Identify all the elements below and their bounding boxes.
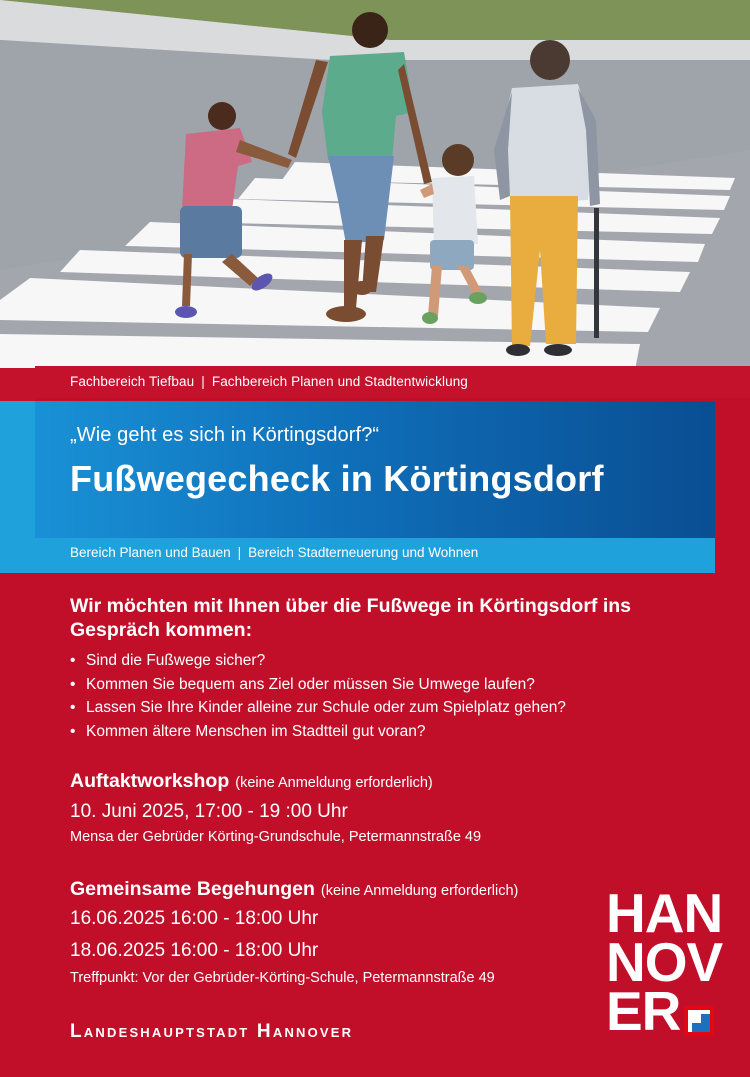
question-text: Kommen Sie bequem ans Ziel oder müssen Sie Umwege laufen? <box>86 675 535 693</box>
intro-heading: Wir möchten mit Ihnen über die Fußwege in Körtingsdorf ins Gespräch kommen: <box>70 595 632 641</box>
logo-line-3: ER <box>606 980 681 1042</box>
list-item <box>70 649 566 673</box>
department-separator: | <box>201 374 205 389</box>
workshop-location: Mensa der Gebrüder Körting-Grundschule, Petermannstraße 49 <box>70 829 482 845</box>
department-planen: Fachbereich Planen und Stadtentwicklung <box>211 374 468 389</box>
sub-department-line <box>70 545 478 560</box>
sub-department-stadterneuerung: Bereich Stadterneuerung und Wohnen <box>248 545 479 560</box>
bullet-icon: • <box>70 699 76 716</box>
department-strip-left <box>0 368 35 401</box>
question-text: Lassen Sie Ihre Kinder alleine zur Schule oder zum Spielplatz gehen? <box>86 699 566 716</box>
walks-date-1: 16.06.2025 16:00 - 18:00 Uhr <box>70 908 319 929</box>
list-item <box>70 720 566 744</box>
workshop-date: 10. Juni 2025, 17:00 - 19 :00 Uhr <box>70 801 348 822</box>
title-quote: „Wie geht es sich in Körtingsdorf?“ <box>70 424 380 446</box>
question-text: Sind die Fußwege sicher? <box>86 652 266 669</box>
walks-title <box>70 878 518 901</box>
page-title: Fußwegecheck in Körtingsdorf <box>70 458 604 499</box>
question-text: Kommen ältere Menschen im Stadtteil gut voran? <box>86 722 426 740</box>
logo-line-1: HAN <box>606 882 723 944</box>
walks-title-text: Gemeinsame Begehungen <box>70 878 315 900</box>
sub-department-separator: | <box>237 545 242 560</box>
walks-date-2: 18.06.2025 16:00 - 18:00 Uhr <box>70 940 319 961</box>
hero-illustration <box>0 0 750 370</box>
logo-line-2: NOV <box>606 931 723 993</box>
bullet-icon: • <box>70 652 76 669</box>
city-name: Landeshauptstadt Hannover <box>70 1021 354 1042</box>
department-line <box>70 374 468 389</box>
list-item <box>70 696 566 720</box>
sub-department-planen-bauen: Bereich Planen und Bauen <box>70 545 231 560</box>
bullet-icon: • <box>70 722 76 740</box>
walks-note: (keine Anmeldung erforderlich) <box>320 883 519 899</box>
workshop-title <box>70 770 433 793</box>
workshop-note: (keine Anmeldung erforderlich) <box>235 775 433 791</box>
question-list <box>70 649 566 743</box>
walks-meeting-point: Treffpunkt: Vor der Gebrüder-Körting-Schule, Petermannstraße 49 <box>70 970 495 986</box>
workshop-title-text: Auftaktworkshop <box>70 770 230 792</box>
hannover-logo <box>606 882 723 1042</box>
department-tiefbau: Fachbereich Tiefbau <box>70 374 195 389</box>
pedestrian-crossing-illustration <box>0 0 750 370</box>
bullet-icon: • <box>70 675 76 693</box>
logo-square-icon <box>684 1006 714 1036</box>
list-item <box>70 673 566 697</box>
